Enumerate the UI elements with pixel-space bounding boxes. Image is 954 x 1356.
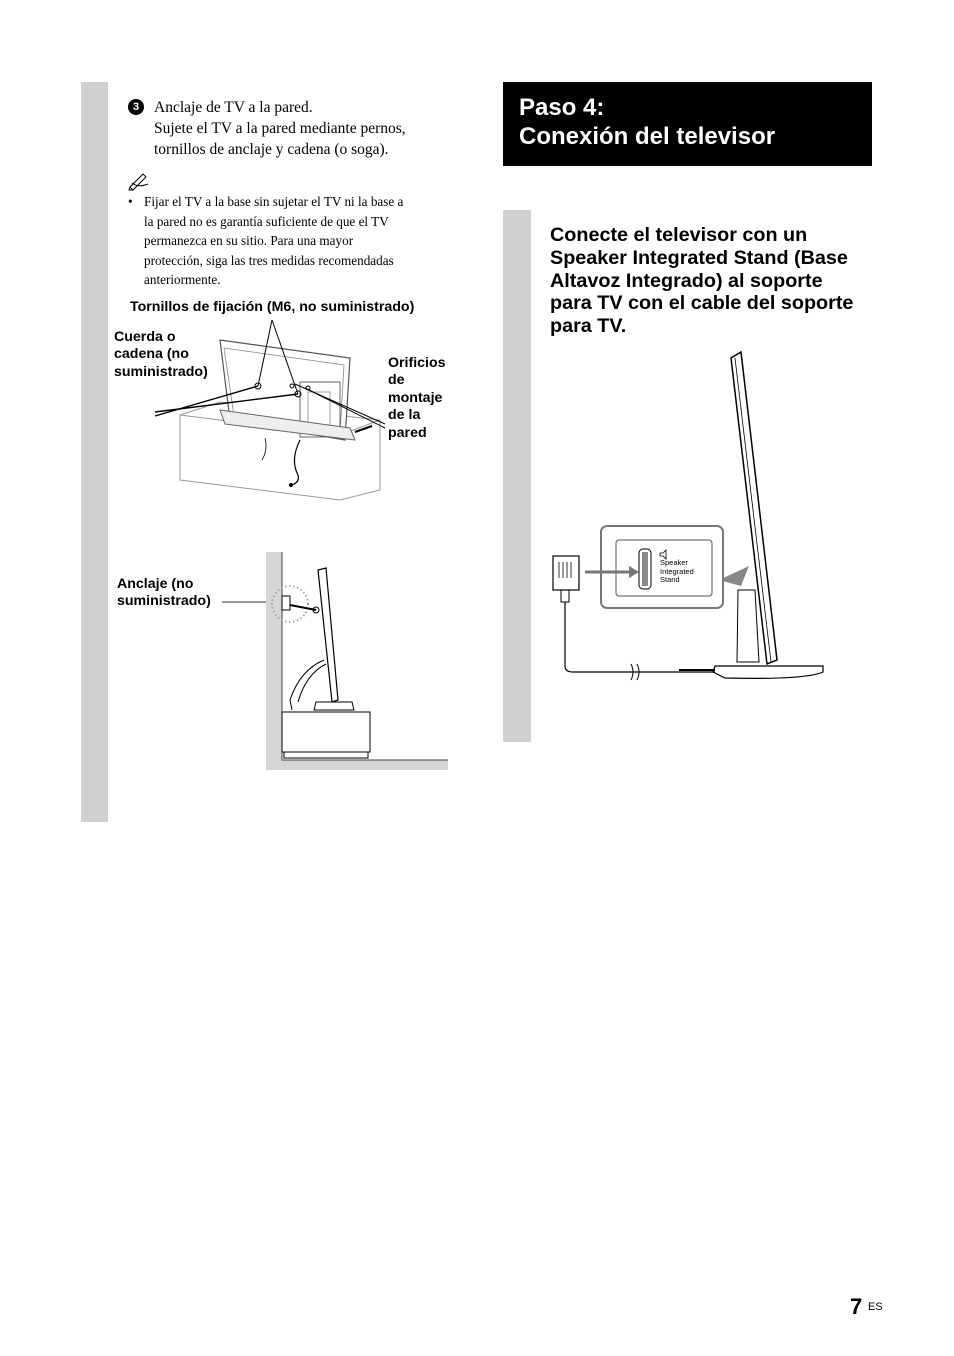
note-line: anteriormente. (144, 272, 221, 287)
cord-label-line: suministrado) (114, 363, 208, 380)
note-bullet: • (128, 194, 133, 209)
instruction-text (550, 224, 880, 338)
section-title (519, 93, 775, 151)
holes-label-line: pared (388, 424, 427, 441)
holes-label-line: Orificios (388, 355, 446, 371)
note-line: Fijar el TV a la base sin sujetar el TV ni la base a (144, 194, 404, 209)
holes-label-line: de la (388, 407, 421, 424)
port-label-line: Stand (660, 575, 680, 585)
note-text (144, 192, 454, 290)
section-title-line: Conexión del televisor (519, 123, 776, 150)
step-line: tornillos de anclaje y cadena (o soga). (154, 141, 389, 158)
tv-connection-illustration (545, 350, 830, 685)
instruction-line: Altavoz Integrado) al soporte (550, 269, 823, 292)
page-number: 7 (850, 1294, 863, 1319)
screws-label: Tornillos de fijación (M6, no suministrado) (130, 299, 415, 315)
wall-anchor-illustration (220, 550, 450, 772)
instruction-line: para TV con el cable del soporte (550, 292, 854, 315)
instruction-line: Speaker Integrated Stand (Base (550, 246, 848, 269)
instruction-line: para TV. (550, 315, 627, 338)
cord-label-line: cadena (no (114, 346, 189, 363)
page-language: ES (868, 1301, 883, 1313)
port-label (660, 559, 694, 585)
step-line: Anclaje de TV a la pared. (154, 99, 313, 116)
step-line: Sujete el TV a la pared mediante pernos, (154, 120, 406, 137)
tv-wall-fixing-illustration (150, 320, 390, 500)
anchor-label-line: Anclaje (no (117, 576, 194, 592)
right-margin-bar (503, 210, 531, 742)
anchor-label-line: suministrado) (117, 593, 211, 610)
note-line: protección, siga las tres medidas recomendadas (144, 252, 394, 268)
step-text (154, 97, 464, 160)
left-margin-bar (81, 82, 108, 822)
holes-label-line: montaje (388, 389, 443, 406)
port-label-line: Integrated (660, 566, 694, 576)
pencil-note-icon (128, 172, 150, 190)
note-line: permanezca en su sitio. Para una mayor (144, 233, 354, 248)
anchor-label (117, 576, 211, 611)
step-number-icon: 3 (128, 99, 144, 115)
section-title-line: Paso 4: (519, 94, 605, 121)
note-line: la pared no es garantía suficiente de que el TV (144, 213, 389, 229)
holes-label-line: de (388, 372, 405, 389)
holes-label (388, 355, 446, 442)
instruction-line: Conecte el televisor con un (550, 224, 808, 246)
port-label-line: Speaker (660, 558, 688, 567)
section-header (503, 82, 872, 166)
cord-label-line: Cuerda o (114, 329, 176, 345)
